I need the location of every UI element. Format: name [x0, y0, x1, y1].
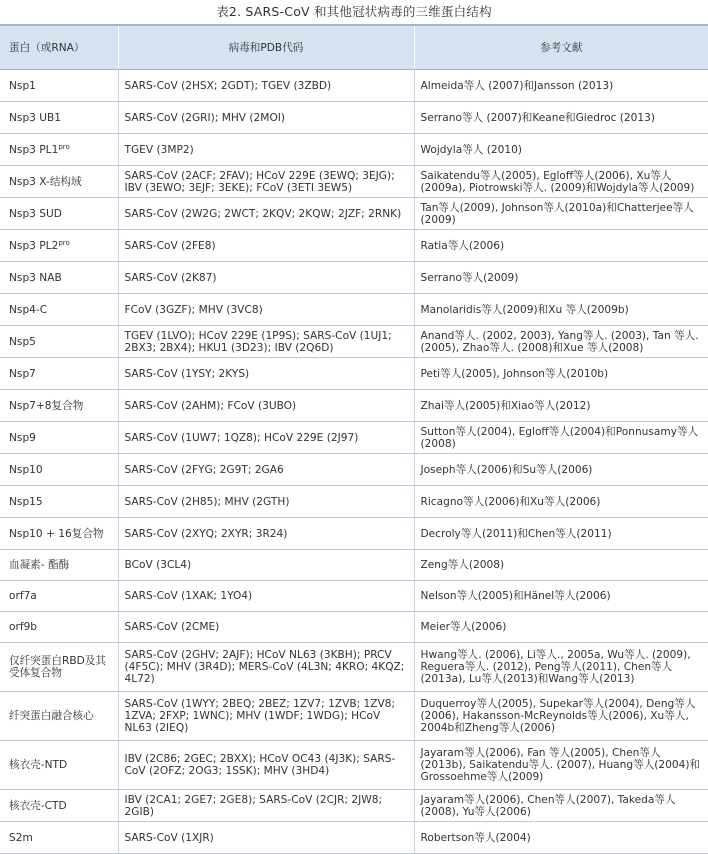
protein-name: 纤突蛋白融合核心 — [9, 710, 94, 722]
table-row — [0, 134, 708, 166]
references-cell: Manolaridis等人(2009)和Xu 等人(2009b) — [414, 294, 708, 326]
protein-cell — [0, 198, 118, 230]
table-row — [0, 486, 708, 518]
protein-name: Nsp3 X-结构域 — [9, 175, 82, 188]
virus-pdb-cell: SARS-CoV (1WYY; 2BEQ; 2BEZ; 1ZV7; 1ZVB; 1ZV8; 1ZVA; 2FXP; 1WNC); MHV (1WDF; 1WDG); HCoV NL63 (2IEQ) — [118, 692, 414, 741]
virus-pdb-cell: IBV (2CA1; 2GE7; 2GE8); SARS-CoV (2CJR; 2JW8; 2GIB) — [118, 790, 414, 822]
references-cell: Meier等人(2006) — [414, 612, 708, 643]
protein-name: Nsp7+8复合物 — [9, 399, 84, 412]
protein-cell — [0, 741, 118, 790]
protein-name: Nsp4-C — [9, 303, 48, 316]
protein-cell — [0, 262, 118, 294]
table-row — [0, 612, 708, 643]
protein-name: Nsp1 — [9, 79, 36, 92]
virus-pdb-cell: TGEV (3MP2) — [118, 134, 414, 166]
protein-cell — [0, 790, 118, 822]
protein-name: orf9b — [9, 621, 38, 633]
protein-superscript: pro — [58, 142, 70, 151]
references-cell: Serrano等人(2009) — [414, 262, 708, 294]
virus-pdb-cell: SARS-CoV (1XAK; 1YO4) — [118, 581, 414, 612]
references-cell: Wojdyla等人 (2010) — [414, 134, 708, 166]
protein-name: 血凝素- 酯酶 — [9, 559, 70, 571]
virus-pdb-cell: SARS-CoV (2W2G; 2WCT; 2KQV; 2KQW; 2JZF; 2RNK) — [118, 198, 414, 230]
protein-name: Nsp10 + 16复合物 — [9, 527, 104, 540]
virus-pdb-cell: IBV (2C86; 2GEC; 2BXX); HCoV OC43 (4J3K); SARS-CoV (2OFZ; 2OG3; 1SSK); MHV (3HD4) — [118, 741, 414, 790]
table-title: 表2. SARS-CoV 和其他冠状病毒的三维蛋白结构 — [216, 4, 492, 19]
virus-pdb-cell: BCoV (3CL4) — [118, 550, 414, 581]
virus-pdb-cell: TGEV (1LVO); HCoV 229E (1P9S); SARS-CoV (1UJ1; 2BX3; 2BX4); HKU1 (3D23); IBV (2Q6D) — [118, 326, 414, 358]
protein-name: 核衣壳-NTD — [9, 759, 68, 771]
table-row — [0, 822, 708, 854]
protein-cell — [0, 454, 118, 486]
table-row — [0, 550, 708, 581]
protein-name: Nsp5 — [9, 335, 36, 348]
virus-pdb-cell: SARS-CoV (2ACF; 2FAV); HCoV 229E (3EWQ; 3EJG); IBV (3EWO; 3EJF; 3EKE); FCoV (3ETI 3EW5) — [118, 166, 414, 198]
virus-pdb-cell: SARS-CoV (1XJR) — [118, 822, 414, 854]
protein-cell — [0, 326, 118, 358]
table-row — [0, 70, 708, 102]
table-row — [0, 358, 708, 390]
table-row — [0, 326, 708, 358]
virus-pdb-cell: SARS-CoV (2HSX; 2GDT); TGEV (3ZBD) — [118, 70, 414, 102]
table-row — [0, 262, 708, 294]
protein-cell — [0, 422, 118, 454]
references-cell: Jayaram等人(2006), Chen等人(2007), Takeda等人(2008), Yu等人(2006) — [414, 790, 708, 822]
protein-cell — [0, 518, 118, 550]
protein-superscript: pro — [58, 238, 70, 247]
protein-name: 核衣壳-CTD — [9, 799, 67, 812]
table-row — [0, 692, 708, 741]
protein-name: orf7a — [9, 590, 37, 602]
references-cell: Zhai等人(2005)和Xiao等人(2012) — [414, 390, 708, 422]
virus-pdb-cell: SARS-CoV (2GHV; 2AJF); HCoV NL63 (3KBH); PRCV (4F5C); MHV (3R4D); MERS-CoV (4L3N; 4KRO; 4KQZ; 4L72) — [118, 643, 414, 692]
table-row — [0, 102, 708, 134]
virus-pdb-cell: SARS-CoV (2XYQ; 2XYR; 3R24) — [118, 518, 414, 550]
references-cell: Robertson等人(2004) — [414, 822, 708, 854]
virus-pdb-cell: SARS-CoV (2GRI); MHV (2MOI) — [118, 102, 414, 134]
table-row — [0, 454, 708, 486]
virus-pdb-cell: SARS-CoV (2K87) — [118, 262, 414, 294]
table-row — [0, 741, 708, 790]
references-cell: Joseph等人(2006)和Su等人(2006) — [414, 454, 708, 486]
references-cell: Hwang等人. (2006), Li等人., 2005a, Wu等人. (2009), Reguera等人. (2012), Peng等人(2011), Chen等人(2013a), Lu等人(2013)和Wang等人(2013) — [414, 643, 708, 692]
protein-cell — [0, 358, 118, 390]
table-row — [0, 518, 708, 550]
protein-cell — [0, 230, 118, 262]
protein-name: Nsp3 SUD — [9, 207, 62, 220]
protein-name: Nsp9 — [9, 431, 36, 444]
protein-cell — [0, 822, 118, 854]
protein-cell — [0, 390, 118, 422]
protein-cell — [0, 612, 118, 643]
references-cell: Duquerroy等人(2005), Supekar等人(2004), Deng等人(2006), Hakansson-McReynolds等人(2006), Xu等人, 2004b和Zheng等人(2006) — [414, 692, 708, 741]
protein-cell — [0, 550, 118, 581]
virus-pdb-cell: SARS-CoV (2FYG; 2G9T; 2GA6 — [118, 454, 414, 486]
virus-pdb-cell: SARS-CoV (2FE8) — [118, 230, 414, 262]
table-row — [0, 390, 708, 422]
table-row — [0, 790, 708, 822]
protein-name: Nsp3 NAB — [9, 271, 62, 284]
protein-cell — [0, 643, 118, 692]
virus-pdb-cell: SARS-CoV (1UW7; 1QZ8); HCoV 229E (2J97) — [118, 422, 414, 454]
table-row — [0, 294, 708, 326]
table-row — [0, 230, 708, 262]
protein-name: Nsp3 PL2 — [9, 239, 59, 252]
protein-cell — [0, 166, 118, 198]
protein-name: Nsp7 — [9, 367, 36, 380]
protein-cell — [0, 134, 118, 166]
references-cell: Ratia等人(2006) — [414, 230, 708, 262]
table-row — [0, 643, 708, 692]
protein-cell — [0, 70, 118, 102]
references-cell: Tan等人(2009), Johnson等人(2010a)和Chatterjee等人(2009) — [414, 198, 708, 230]
header-row — [0, 25, 708, 70]
protein-cell — [0, 294, 118, 326]
protein-name: Nsp3 PL1 — [9, 143, 59, 156]
references-cell: Ricagno等人(2006)和Xu等人(2006) — [414, 486, 708, 518]
table-row — [0, 422, 708, 454]
table-row — [0, 581, 708, 612]
header-references: 参考文献 — [414, 25, 708, 70]
table-row — [0, 198, 708, 230]
references-cell: Serrano等人 (2007)和Keane和Giedroc (2013) — [414, 102, 708, 134]
virus-pdb-cell: SARS-CoV (2AHM); FCoV (3UBO) — [118, 390, 414, 422]
protein-cell — [0, 102, 118, 134]
references-cell: Nelson等人(2005)和Hänel等人(2006) — [414, 581, 708, 612]
virus-pdb-cell: FCoV (3GZF); MHV (3VC8) — [118, 294, 414, 326]
protein-cell — [0, 581, 118, 612]
virus-pdb-cell: SARS-CoV (2H85); MHV (2GTH) — [118, 486, 414, 518]
virus-pdb-cell: SARS-CoV (2CME) — [118, 612, 414, 643]
protein-cell — [0, 692, 118, 741]
protein-name: Nsp3 UB1 — [9, 111, 62, 124]
references-cell: Sutton等人(2004), Egloff等人(2004)和Ponnusamy等人(2008) — [414, 422, 708, 454]
references-cell: Zeng等人(2008) — [414, 550, 708, 581]
references-cell: Jayaram等人(2006), Fan 等人(2005), Chen等人(2013b), Saikatendu等人. (2007), Huang等人(2004)和Grossoehme等人(2009) — [414, 741, 708, 790]
references-cell: Peti等人(2005), Johnson等人(2010b) — [414, 358, 708, 390]
references-cell: Decroly等人(2011)和Chen等人(2011) — [414, 518, 708, 550]
protein-cell — [0, 486, 118, 518]
header-protein: 蛋白（或RNA） — [0, 25, 118, 70]
references-cell: Anand等人. (2002, 2003), Yang等人. (2003), Tan 等人. (2005), Zhao等人. (2008)和Xue 等人(2008) — [414, 326, 708, 358]
table-row — [0, 166, 708, 198]
protein-name: Nsp10 — [9, 463, 43, 476]
protein-name: 仅纤突蛋白RBD及其受体复合物 — [9, 655, 106, 679]
references-cell: Saikatendu等人(2005), Egloff等人(2006), Xu等人(2009a), Piotrowski等人. (2009)和Wojdyla等人(2009) — [414, 166, 708, 198]
protein-name: S2m — [9, 831, 33, 844]
virus-pdb-cell: SARS-CoV (1YSY; 2KYS) — [118, 358, 414, 390]
references-cell: Almeida等人 (2007)和Jansson (2013) — [414, 70, 708, 102]
protein-name: Nsp15 — [9, 495, 43, 508]
header-virus-pdb: 病毒和PDB代码 — [118, 25, 414, 70]
protein-structure-table — [0, 24, 708, 854]
